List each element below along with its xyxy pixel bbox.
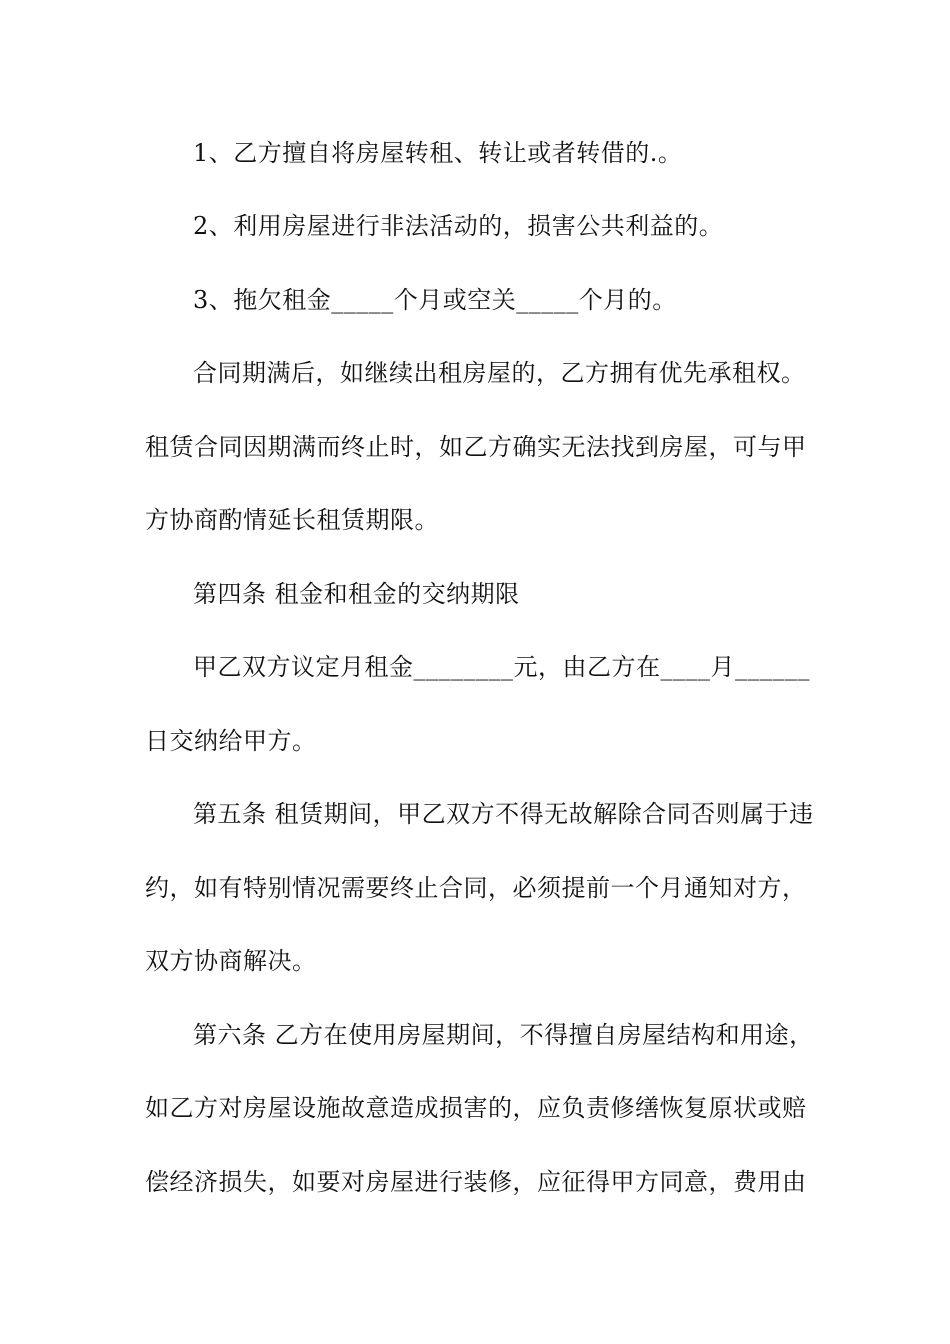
article-6-line-1: 第六条 乙方在使用房屋期间，不得擅自房屋结构和用途，	[193, 1021, 814, 1049]
article-5-line-3: 双方协商解决。	[145, 947, 317, 975]
paragraph-renewal-line-2: 租赁合同因期满而终止时，如乙方确实无法找到房屋，可与甲	[145, 433, 807, 461]
clause-item-3: 3、拖欠租金_____个月或空关_____个月的。	[193, 286, 677, 314]
article-5-line-2: 约，如有特别情况需要终止合同，必须提前一个月通知对方，	[145, 874, 807, 902]
article-6-line-2: 如乙方对房屋设施故意造成损害的，应负责修缮恢复原状或赔	[145, 1094, 807, 1122]
paragraph-renewal-line-1: 合同期满后，如继续出租房屋的，乙方拥有优先承租权。	[193, 359, 806, 387]
clause-item-2: 2、利用房屋进行非法活动的，损害公共利益的。	[193, 212, 724, 240]
clause-item-1: 1、乙方擅自将房屋转租、转让或者转借的.。	[193, 139, 683, 167]
paragraph-renewal-line-3: 方协商酌情延长租赁期限。	[145, 506, 439, 534]
article-5-line-1: 第五条 租赁期间，甲乙双方不得无故解除合同否则属于违	[193, 800, 814, 828]
article-4-heading: 第四条 租金和租金的交纳期限	[193, 580, 520, 608]
article-6-line-3: 偿经济损失，如要对房屋进行装修，应征得甲方同意，费用由	[145, 1168, 807, 1196]
article-4-text-line-1: 甲乙双方议定月租金________元，由乙方在____月______	[193, 653, 810, 681]
article-4-text-line-2: 日交纳给甲方。	[145, 727, 317, 755]
